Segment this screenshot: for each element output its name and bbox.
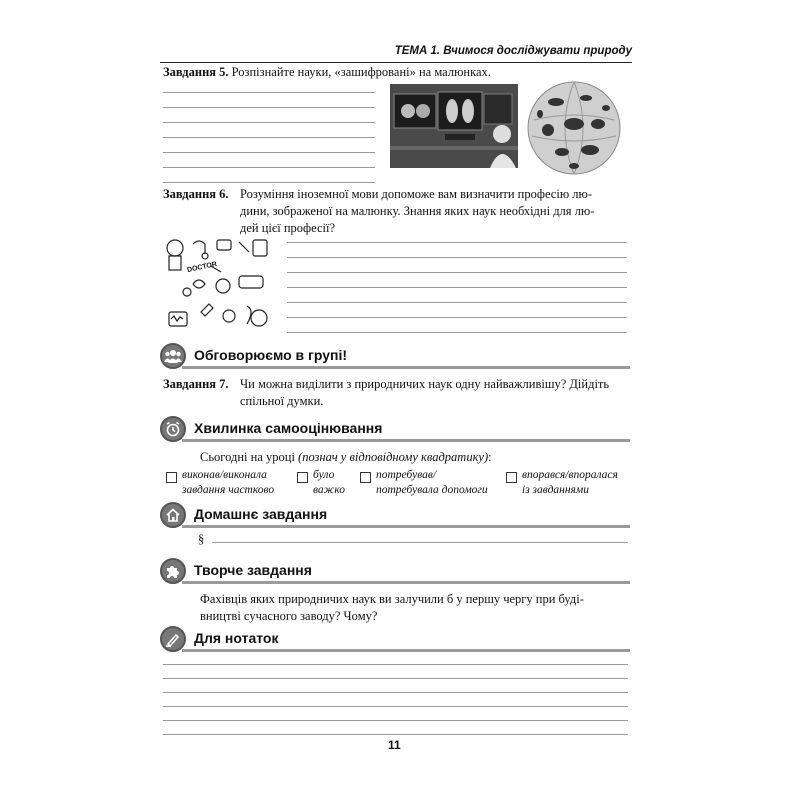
page-number: 11 [388,738,401,752]
creative-section [160,560,630,584]
home-icon [160,502,186,528]
checkbox-needed-help[interactable] [360,472,371,483]
group-discussion-title: Обговорюємо в групі! [194,347,348,363]
pen-writing-icon [160,626,186,652]
self-assessment-title: Хвилинка самооцінювання [194,420,383,436]
homework-title: Домашнє завдання [194,506,328,522]
task-7-label: Завдання 7. [163,377,229,391]
option-partially-done: виконав/виконала завдання частково [182,469,275,496]
notes-title: Для нотаток [194,630,279,646]
radiology-workstation-image [390,84,518,168]
task-6-line-2: дини, зображеної на малюнку. Знання яких наук необхідні для лю- [240,204,595,218]
doctor-doodle-image [163,236,271,332]
notes-lines [163,664,628,735]
task-6-answer-lines [287,242,627,333]
page-header-title: ТЕМА 1. Вчимося досліджувати природу [394,45,632,57]
option-managed-tasks: впорався/впоралася із завданнями [522,469,618,496]
task-5 [163,64,491,81]
task-6-line-1: Розуміння іноземної мови допоможе вам визначити професію лю- [240,187,593,201]
option-needed-help: потребував/ потребувала допомоги [376,469,488,496]
alarm-clock-icon [160,416,186,442]
group-people-icon [160,343,186,369]
checkbox-managed-tasks[interactable] [506,472,517,483]
task-7-line-1: Чи можна виділити з природничих наук одну найважливішу? Дійдіть [240,377,610,391]
group-discussion-section [160,345,630,369]
puzzle-icon [160,558,186,584]
checkbox-partially-done[interactable] [166,472,177,483]
header-divider [160,62,632,63]
checkbox-difficult[interactable] [297,472,308,483]
notes-section [160,628,630,652]
creative-title: Творче завдання [194,562,312,578]
doodle-doctor-text: DOCTOR [186,260,218,275]
paragraph-symbol: § [198,532,205,546]
self-assessment-section [160,418,630,442]
self-assessment-intro: Сьогодні на уроці (познач у відповідному квадратику): [200,450,492,464]
task-6-line-3: дей цієї професії? [240,221,336,235]
task-7 [163,376,633,410]
task-6 [163,186,633,237]
task-5-text: Розпізнайте науки, «зашифровані» на малюнках. [231,65,491,79]
homework-answer-line [212,542,628,543]
task-6-label: Завдання 6. [163,187,229,201]
option-difficult: було важко [313,469,346,496]
task-5-answer-lines [163,92,375,183]
homework-section [160,504,630,528]
task-7-line-2: спільної думки. [240,394,324,408]
task-5-label: Завдання 5. [163,65,229,79]
creative-text: Фахівців яких природничих наук ви залучили б у першу чергу при буді- вництві сучасного заводу? Чому? [200,592,584,623]
animals-globe-image [526,80,622,176]
